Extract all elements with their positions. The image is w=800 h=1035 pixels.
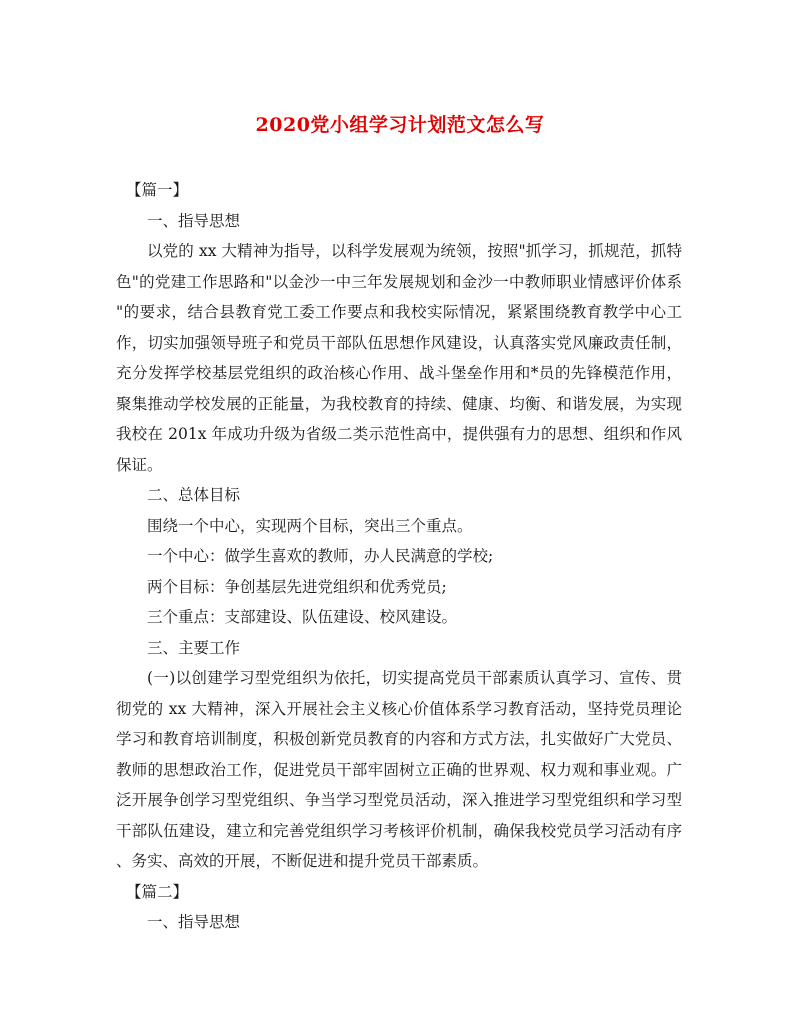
heading-guiding-ideology: 一、指导思想 (147, 211, 241, 230)
goal-center: 一个中心：做学生喜欢的教师，办人民满意的学校; (147, 547, 494, 565)
paragraph-line: 干部队伍建设，建立和完善党组织学习考核评价机制，确保我校党员学习活动有序 (116, 821, 682, 840)
paragraph-line: 色"的党建工作思路和"以金沙一中三年发展规划和金沙一中教师职业情感评价体系 (116, 272, 682, 291)
paragraph-line: 保证。 (116, 455, 163, 474)
goal-two: 两个目标：争创基层先进党组织和优秀党员; (147, 577, 447, 596)
paragraph-line: 彻党的 xx 大精神，深入开展社会主义核心价值体系学习教育活动，坚持党员理论 (116, 699, 682, 718)
paragraph-line: 以党的 xx 大精神为指导，以科学发展观为统领，按照"抓学习，抓规范，抓特 (147, 242, 682, 260)
section-marker-2: 【篇二】 (126, 882, 189, 901)
paragraph-line: 学习和教育培训制度，积极创新党员教育的内容和方式方法，扎实做好广大党员、 (116, 730, 682, 748)
paragraph-line: 充分发挥学校基层党组织的政治核心作用、战斗堡垒作用和*员的先锋模范作用， (116, 364, 682, 382)
paragraph-line: "的要求，结合县教育党工委工作要点和我校实际情况，紧紧围绕教育教学中心工 (116, 303, 682, 321)
paragraph-line: (一)以创建学习型党组织为依托，切实提高党员干部素质认真学习、宣传、贯 (147, 669, 682, 687)
section-marker-1: 【篇一】 (126, 181, 189, 199)
heading-main-work: 三、主要工作 (147, 638, 241, 657)
document-body (116, 175, 682, 938)
document-title: 2020党小组学习计划范文怎么写 (255, 114, 545, 136)
paragraph-line: 、务实、高效的开展，不断促进和提升党员干部素质。 (116, 852, 489, 870)
paragraph-line: 我校在 201x 年成功升级为省级二类示范性高中，提供强有力的思想、组织和作风 (116, 425, 682, 443)
heading-guiding-ideology-2: 一、指导思想 (147, 913, 241, 931)
goal-three: 三个重点：支部建设、队伍建设、校风建设。 (147, 608, 458, 626)
heading-overall-goal: 二、总体目标 (147, 486, 241, 504)
goal-intro: 围绕一个中心，实现两个目标，突出三个重点。 (147, 516, 473, 535)
paragraph-line: 作，切实加强领导班子和党员干部队伍思想作风建设，认真落实党风廉政责任制， (116, 333, 682, 352)
paragraph-line: 聚集推动学校发展的正能量，为我校教育的持续、健康、均衡、和谐发展，为实现 (116, 394, 682, 413)
paragraph-line: 泛开展争创学习型党组织、争当学习型党员活动，深入推进学习型党组织和学习型 (116, 791, 682, 809)
paragraph-line: 教师的思想政治工作，促进党员干部牢固树立正确的世界观、权力观和事业观。广 (116, 760, 682, 779)
